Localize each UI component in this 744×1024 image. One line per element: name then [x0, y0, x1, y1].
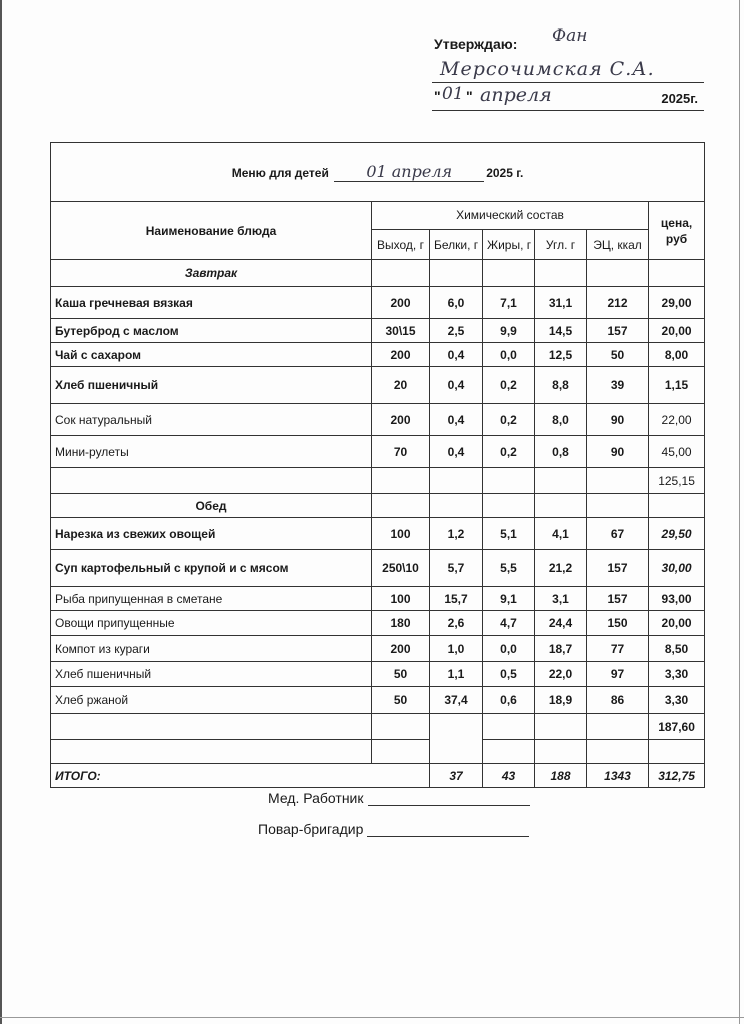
dish-energy: 50	[587, 343, 649, 367]
cook-signature	[258, 821, 529, 837]
dish-carb: 8,8	[535, 367, 587, 404]
dish-price: 20,00	[649, 611, 705, 636]
table-row	[51, 404, 705, 436]
dish-price: 3,30	[649, 662, 705, 687]
approval-year: 2025г.	[661, 91, 698, 106]
dish-name: Каша гречневая вязкая	[51, 287, 372, 319]
dish-price: 1,15	[649, 367, 705, 404]
dish-carb: 3,1	[535, 587, 587, 611]
table-row	[51, 436, 705, 468]
quote-open: "	[434, 88, 441, 104]
dish-protein: 0,4	[430, 404, 483, 436]
dish-carb: 12,5	[535, 343, 587, 367]
dish-fat: 4,7	[483, 611, 535, 636]
table-row	[51, 611, 705, 636]
header-chem: Химический состав	[372, 202, 649, 230]
dish-carb: 0,8	[535, 436, 587, 468]
dish-out: 20	[372, 367, 430, 404]
total-label: ИТОГО:	[51, 764, 430, 788]
dish-name: Овощи припущенные	[51, 611, 372, 636]
total-carb: 188	[535, 764, 587, 788]
dish-price: 93,00	[649, 587, 705, 611]
total-energy: 1343	[587, 764, 649, 788]
table-row	[51, 343, 705, 367]
dish-carb: 24,4	[535, 611, 587, 636]
approval-name-line	[432, 82, 704, 83]
dish-energy: 86	[587, 687, 649, 714]
dish-fat: 0,2	[483, 404, 535, 436]
table-row	[51, 367, 705, 404]
dish-price: 45,00	[649, 436, 705, 468]
dish-fat: 0,0	[483, 636, 535, 662]
table-row	[51, 636, 705, 662]
dish-energy: 157	[587, 587, 649, 611]
dish-name: Рыба припущенная в сметане	[51, 587, 372, 611]
dish-protein: 5,7	[430, 550, 483, 587]
table-row	[51, 319, 705, 343]
quote-close: "	[466, 88, 473, 104]
dish-name: Нарезка из свежих овощей	[51, 518, 372, 550]
dish-protein: 15,7	[430, 587, 483, 611]
approval-date-line	[432, 110, 704, 111]
section-breakfast: Завтрак	[51, 260, 372, 287]
dish-carb: 4,1	[535, 518, 587, 550]
dish-price: 29,50	[649, 518, 705, 550]
dish-fat: 5,5	[483, 550, 535, 587]
dish-name: Чай с сахаром	[51, 343, 372, 367]
grand-total-row	[51, 764, 705, 788]
dish-price: 8,00	[649, 343, 705, 367]
breakfast-total: 125,15	[649, 468, 705, 494]
dish-carb: 22,0	[535, 662, 587, 687]
dish-carb: 18,7	[535, 636, 587, 662]
section-lunch-row	[51, 494, 705, 518]
dish-energy: 39	[587, 367, 649, 404]
header-out: Выход, г	[372, 230, 430, 260]
dish-energy: 67	[587, 518, 649, 550]
header-dish-name: Наименование блюда	[51, 202, 372, 260]
dish-out: 200	[372, 343, 430, 367]
dish-out: 50	[372, 687, 430, 714]
dish-name: Мини-рулеты	[51, 436, 372, 468]
dish-protein: 6,0	[430, 287, 483, 319]
table-row	[51, 518, 705, 550]
breakfast-total-row	[51, 468, 705, 494]
med-line	[368, 804, 530, 806]
total-fat: 43	[483, 764, 535, 788]
dish-fat: 0,0	[483, 343, 535, 367]
dish-energy: 150	[587, 611, 649, 636]
dish-out: 100	[372, 518, 430, 550]
lunch-total-row	[51, 714, 705, 740]
dish-out: 200	[372, 287, 430, 319]
breakfast-rows	[51, 287, 705, 468]
dish-protein: 0,4	[430, 367, 483, 404]
title-suffix: 2025 г.	[486, 166, 524, 180]
blank-row	[51, 740, 705, 764]
dish-out: 30\15	[372, 319, 430, 343]
dish-name: Бутерброд с маслом	[51, 319, 372, 343]
header-carb: Угл. г	[535, 230, 587, 260]
dish-protein: 37,4	[430, 687, 483, 714]
title-date: 01 апреля	[334, 162, 484, 182]
header-row-1	[51, 202, 705, 230]
dish-price: 29,00	[649, 287, 705, 319]
dish-fat: 7,1	[483, 287, 535, 319]
dish-energy: 90	[587, 404, 649, 436]
dish-energy: 77	[587, 636, 649, 662]
menu-table	[50, 142, 705, 788]
dish-carb: 14,5	[535, 319, 587, 343]
dish-carb: 21,2	[535, 550, 587, 587]
med-label: Мед. Работник	[268, 790, 364, 806]
dish-protein: 1,1	[430, 662, 483, 687]
dish-out: 70	[372, 436, 430, 468]
table-row	[51, 550, 705, 587]
scan-edge-right	[739, 0, 740, 1024]
header-price: цена, руб	[649, 202, 705, 260]
dish-energy: 157	[587, 319, 649, 343]
section-breakfast-row	[51, 260, 705, 287]
dish-fat: 0,2	[483, 367, 535, 404]
table-row	[51, 687, 705, 714]
dish-fat: 0,5	[483, 662, 535, 687]
approval-name: Мерсочимская С.А.	[440, 58, 655, 80]
cook-line	[367, 835, 529, 837]
approval-month: апреля	[480, 84, 552, 106]
header-energy: ЭЦ, ккал	[587, 230, 649, 260]
approval-day: 01	[442, 84, 464, 104]
dish-energy: 90	[587, 436, 649, 468]
dish-out: 100	[372, 587, 430, 611]
title-row	[51, 143, 705, 202]
dish-name: Хлеб ржаной	[51, 687, 372, 714]
dish-carb: 8,0	[535, 404, 587, 436]
dish-protein: 1,0	[430, 636, 483, 662]
dish-protein: 0,4	[430, 343, 483, 367]
dish-price: 3,30	[649, 687, 705, 714]
total-protein: 37	[430, 764, 483, 788]
dish-price: 22,00	[649, 404, 705, 436]
dish-energy: 157	[587, 550, 649, 587]
dish-fat: 5,1	[483, 518, 535, 550]
approval-signature: Фан	[552, 26, 588, 46]
dish-protein: 0,4	[430, 436, 483, 468]
dish-price: 20,00	[649, 319, 705, 343]
dish-energy: 212	[587, 287, 649, 319]
lunch-rows	[51, 518, 705, 714]
dish-protein: 2,6	[430, 611, 483, 636]
dish-price: 8,50	[649, 636, 705, 662]
dish-price: 30,00	[649, 550, 705, 587]
total-price: 312,75	[649, 764, 705, 788]
dish-protein: 2,5	[430, 319, 483, 343]
dish-name: Суп картофельный с крупой и с мясом	[51, 550, 372, 587]
scan-edge-left	[0, 0, 2, 1024]
table-row	[51, 587, 705, 611]
table-row	[51, 287, 705, 319]
dish-carb: 31,1	[535, 287, 587, 319]
dish-out: 50	[372, 662, 430, 687]
scan-edge-bottom	[0, 1017, 744, 1018]
dish-energy: 97	[587, 662, 649, 687]
dish-fat: 0,2	[483, 436, 535, 468]
title-prefix: Меню для детей	[231, 166, 329, 180]
dish-out: 180	[372, 611, 430, 636]
cook-label: Повар-бригадир	[258, 821, 364, 837]
med-signature	[268, 790, 530, 806]
table-row	[51, 662, 705, 687]
header-fat: Жиры, г	[483, 230, 535, 260]
dish-name: Сок натуральный	[51, 404, 372, 436]
dish-out: 250\10	[372, 550, 430, 587]
dish-fat: 9,1	[483, 587, 535, 611]
dish-fat: 0,6	[483, 687, 535, 714]
dish-fat: 9,9	[483, 319, 535, 343]
dish-carb: 18,9	[535, 687, 587, 714]
dish-out: 200	[372, 404, 430, 436]
dish-out: 200	[372, 636, 430, 662]
header-protein: Белки, г	[430, 230, 483, 260]
approval-label: Утверждаю:	[434, 36, 518, 52]
dish-name: Хлеб пшеничный	[51, 367, 372, 404]
lunch-total: 187,60	[649, 714, 705, 740]
section-lunch: Обед	[51, 494, 372, 518]
menu-title	[51, 143, 705, 202]
approval-block	[432, 26, 704, 112]
dish-name: Хлеб пшеничный	[51, 662, 372, 687]
dish-name: Компот из кураги	[51, 636, 372, 662]
dish-protein: 1,2	[430, 518, 483, 550]
